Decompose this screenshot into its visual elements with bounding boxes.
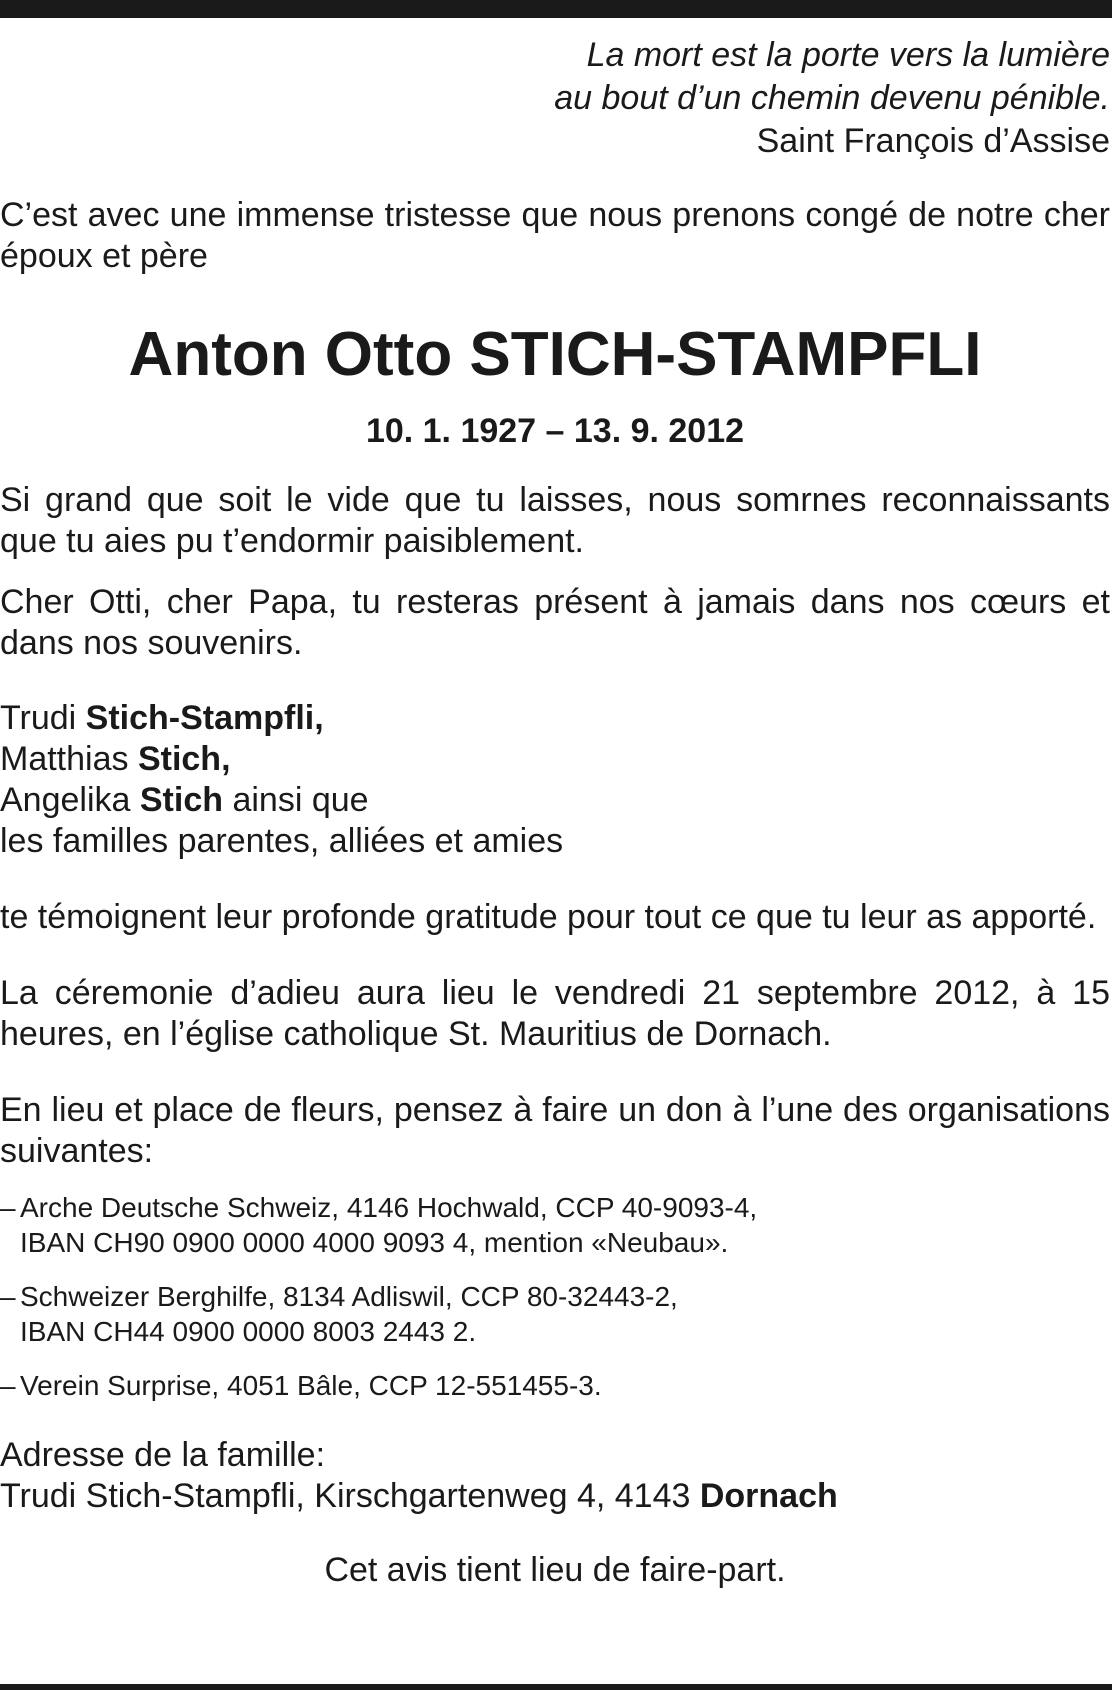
last-name: Stich-Stampfli,	[85, 699, 324, 737]
family-address	[0, 1435, 1110, 1517]
thanks-paragraph: te témoignent leur profonde gratitude pour tout ce que tu leur as apporté.	[0, 898, 1097, 936]
donations-intro: En lieu et place de fleurs, pensez à faire un don à l’une des organisations suivantes:	[0, 1091, 1110, 1170]
epigraph-line-1: La mort est la porte vers la lumière	[586, 36, 1110, 74]
family-suffix: ainsi que	[223, 781, 369, 819]
ceremony-paragraph: La céremonie d’adieu aura lieu le vendredi 21 septembre 2012, à 15 heures, en l’église catholique St. Mauritius de Dornach.	[0, 974, 1110, 1053]
last-name: Stich	[139, 781, 223, 819]
closing-note: Cet avis tient lieu de faire-part.	[324, 1551, 786, 1589]
first-name: Angelika	[0, 781, 131, 819]
intro-text: C’est avec une immense tristesse que nous prenons congé de notre cher époux et père	[0, 196, 1110, 275]
life-dates: 10. 1. 1927 – 13. 9. 2012	[365, 412, 745, 450]
list-dash: –	[0, 1281, 16, 1312]
organisation-list	[0, 1190, 1110, 1403]
epigraph-line-2: au bout d’un chemin devenu pénible.	[554, 79, 1110, 117]
list-dash: –	[0, 1370, 16, 1401]
address-town: Dornach	[699, 1477, 838, 1515]
bottom-rule	[0, 1684, 1112, 1690]
organisation-item	[0, 1368, 1110, 1403]
gratitude-paragraph: Si grand que soit le vide que tu laisses, nous somrnes reconnaissants que tu aies pu t’endormir paisiblement.	[0, 481, 1110, 560]
first-name: Trudi	[0, 699, 77, 737]
organisation-line: Arche Deutsche Schweiz, 4146 Hochwald, CCP 40-9093-4,	[20, 1192, 758, 1223]
organisation-line: Schweizer Berghilfe, 8134 Adliswil, CCP 80-32443-2,	[20, 1281, 678, 1312]
first-name: Matthias	[0, 740, 129, 778]
obituary-notice	[0, 34, 1110, 1591]
address-label: Adresse de la famille:	[0, 1436, 326, 1474]
top-rule	[0, 0, 1112, 18]
epigraph	[0, 34, 1110, 163]
organisation-line: IBAN CH44 0900 0000 8003 2443 2.	[20, 1316, 477, 1347]
organisation-item	[0, 1190, 1110, 1260]
relatives-line: les familles parentes, alliées et amies	[0, 822, 564, 860]
organisation-line: IBAN CH90 0900 0000 4000 9093 4, mention «Neubau».	[20, 1227, 729, 1258]
remembrance-paragraph: Cher Otti, cher Papa, tu resteras présent à jamais dans nos cœurs et dans nos souvenirs.	[0, 583, 1110, 662]
organisation-item	[0, 1279, 1110, 1349]
family-list	[0, 698, 1110, 862]
family-member	[0, 739, 1110, 780]
organisation-line: Verein Surprise, 4051 Bâle, CCP 12-551455-3.	[20, 1370, 602, 1401]
epigraph-author: Saint François d’Assise	[756, 122, 1110, 160]
list-dash: –	[0, 1192, 16, 1223]
deceased-name: Anton Otto STICH-STAMPFLI	[128, 320, 982, 389]
family-member	[0, 698, 1110, 739]
family-member	[0, 780, 1110, 821]
address-line	[0, 1476, 1110, 1517]
last-name: Stich,	[137, 740, 231, 778]
address-street: Trudi Stich-Stampfli, Kirschgartenweg 4, 4143	[0, 1477, 700, 1515]
